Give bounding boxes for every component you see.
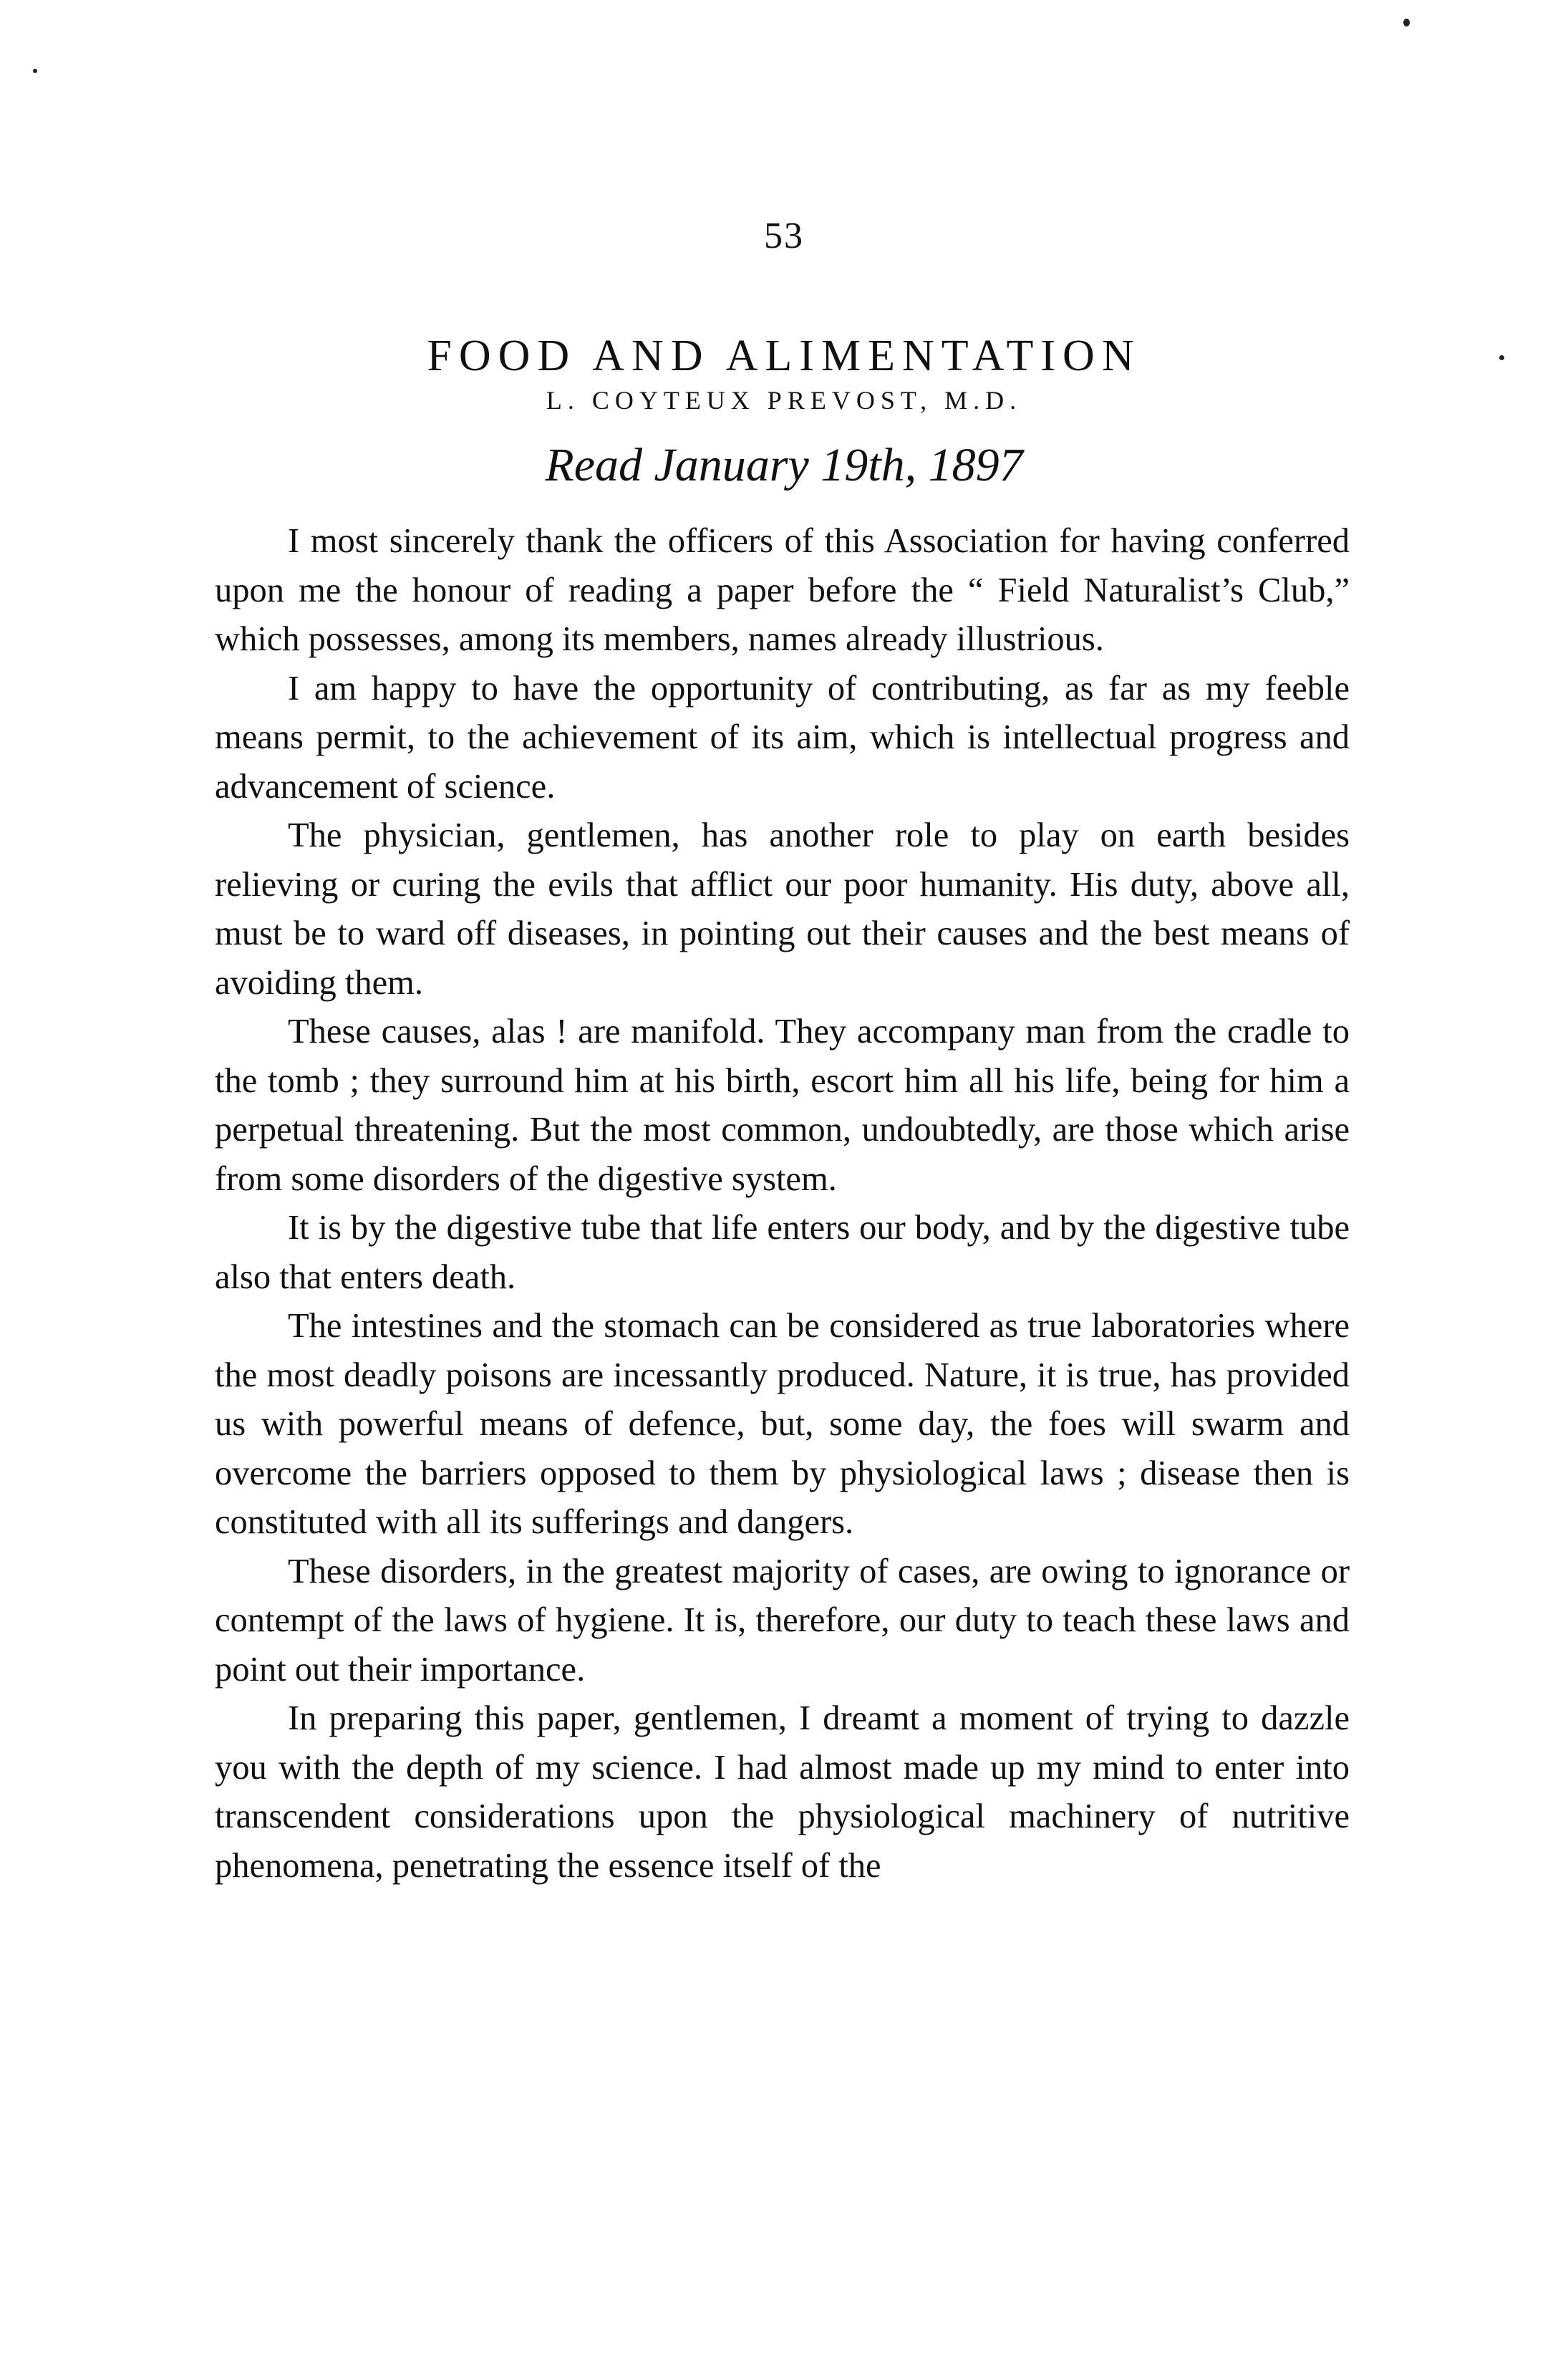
paragraph: It is by the digestive tube that life enters our body, and by the digestive tube also that enters death. bbox=[215, 1209, 1350, 1296]
paragraph: The intestines and the stomach can be considered as true laboratories where the most deadly poisons are incessantly produced. Nature, it is true, has provided us with powerful means of defence, but, some day, the foes will swarm and overcome the barriers opposed to them by physiological laws ; disease then is constituted with all its sufferings and dangers. bbox=[215, 1307, 1350, 1541]
article-body bbox=[215, 517, 1350, 1890]
author-byline: L. COYTEUX PREVOST, M.D. bbox=[546, 386, 1022, 415]
paragraph: I most sincerely thank the officers of this Association for having conferred upon me the honour of reading a paper before the “ Field Naturalist’s Club,” which possesses, among its members, names already illustrious. bbox=[215, 522, 1350, 658]
paragraph: These causes, alas ! are manifold. They accompany man from the cradle to the tomb ; they surround him at his birth, escort him all his life, being for him a perpetual threatening. But the most common, undoubtedly, are those which arise from some disorders of the digestive system. bbox=[215, 1013, 1350, 1198]
page-number: 53 bbox=[764, 216, 804, 256]
ink-speck bbox=[33, 69, 37, 73]
paragraph: I am happy to have the opportunity of contributing, as far as my feeble means permit, to the achievement of its aim, which is intellectual progress and advancement of science. bbox=[215, 669, 1350, 806]
paragraph: These disorders, in the greatest majority of cases, are owing to ignorance or contempt of the laws of hygiene. It is, therefore, our duty to teach these laws and point out their importance. bbox=[215, 1552, 1350, 1689]
read-date: Read January 19th, 1897 bbox=[545, 439, 1023, 491]
ink-speck bbox=[1403, 19, 1410, 26]
paragraph: The physician, gentlemen, has another role to play on earth besides relieving or curing the evils that afflict our poor humanity. His duty, above all, must be to ward off diseases, in pointing out their causes and the best means of avoiding them. bbox=[215, 816, 1350, 1002]
page-title: FOOD AND ALIMENTATION bbox=[427, 331, 1141, 380]
paragraph: In preparing this paper, gentlemen, I dreamt a moment of trying to dazzle you with the depth of my science. I had almost made up my mind to enter into transcendent considerations upon the physiological machinery of nutritive phenomena, penetrating the essence itself of the bbox=[215, 1699, 1350, 1885]
